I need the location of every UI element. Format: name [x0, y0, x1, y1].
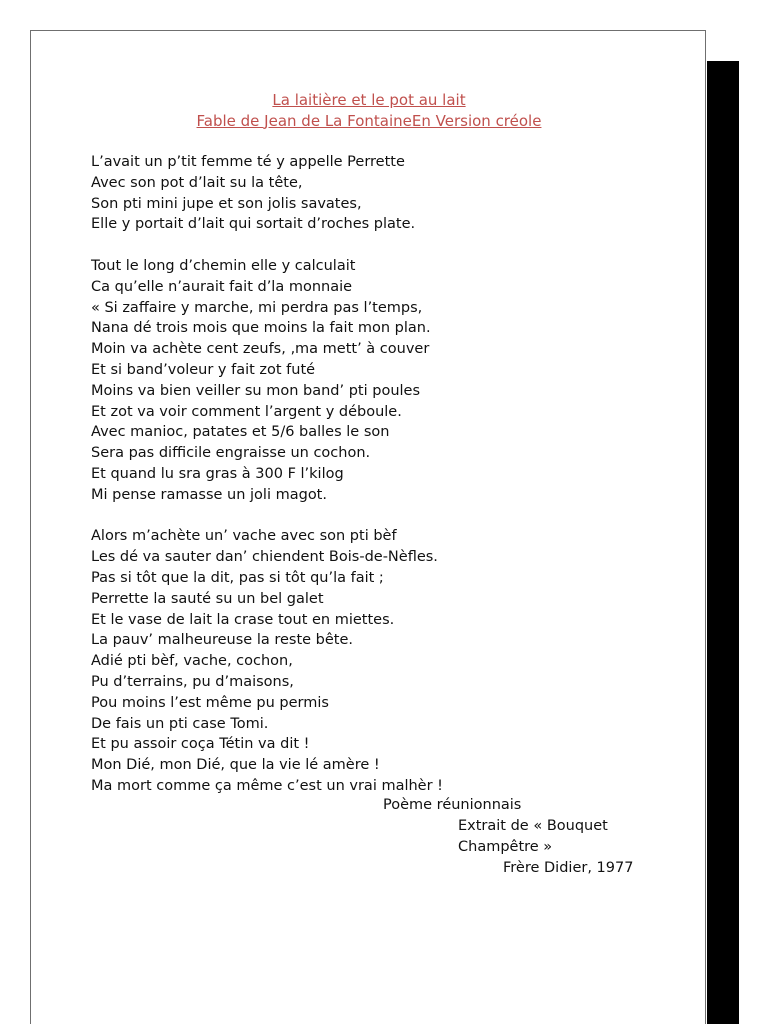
verse-line: Et si band’voleur y fait zot futé — [91, 361, 316, 378]
verse-line: Avec manioc, patates et 5/6 balles le son — [91, 424, 390, 441]
verse-line: Nana dé trois mois que moins la fait mon plan. — [91, 320, 431, 337]
verse-line: Pou moins l’est même pu permis — [91, 694, 329, 711]
verse-line: Et quand lu sra gras à 300 F l’kilog — [91, 465, 344, 482]
verse-line: De fais un pti case Tomi. — [91, 715, 269, 732]
verse-line: « Si zaffaire y marche, mi perdra pas l’temps, — [91, 299, 423, 316]
verse-line: Tout le long d’chemin elle y calculait — [91, 257, 356, 274]
verse-line: Son pti mini jupe et son jolis savates, — [91, 195, 362, 212]
verse-line: Ma mort comme ça même c’est un vrai malhèr ! — [91, 777, 443, 794]
verse-line: Et le vase de lait la crase tout en miettes. — [91, 611, 395, 628]
stanza-2 — [91, 256, 691, 506]
verse-line: Pas si tôt que la dit, pas si tôt qu’la fait ; — [91, 569, 384, 586]
verse-line: Sera pas difficile engraisse un cochon. — [91, 445, 371, 462]
verse-line: Et zot va voir comment l’argent y déboule. — [91, 403, 402, 420]
verse-line: Avec son pot d’lait su la tête, — [91, 174, 303, 191]
verse-line: Mi pense ramasse un joli magot. — [91, 486, 327, 503]
stanza-1 — [91, 152, 691, 235]
verse-line: Perrette la sauté su un bel galet — [91, 590, 324, 607]
verse-line: Les dé va sauter dan’ chiendent Bois-de-Nèfles. — [91, 549, 438, 566]
poem-body — [91, 152, 691, 797]
verse-line: Moin va achète cent zeufs, ‚ma mett’ à couver — [91, 341, 430, 358]
verse-line: Et pu assoir coça Tétin va dit ! — [91, 736, 310, 753]
poem-subtitle: Fable de Jean de La FontaineEn Version créole — [196, 111, 542, 130]
verse-line: L’avait un p’tit femme té y appelle Perrette — [91, 154, 405, 170]
document-page — [30, 30, 706, 1024]
source-book: Champêtre » — [458, 839, 553, 855]
verse-line: Adié pti bèf, vache, cochon, — [91, 653, 293, 670]
verse-line: Moins va bien veiller su mon band’ pti poules — [91, 382, 421, 399]
verse-line: Pu d’terrains, pu d’maisons, — [91, 673, 294, 690]
title-block — [31, 90, 707, 131]
verse-line: Ca qu’elle n’aurait fait d’la monnaie — [91, 278, 353, 295]
page-shadow — [707, 61, 739, 1024]
verse-line: La pauv’ malheureuse la reste bête. — [91, 632, 354, 649]
author-credit: Frère Didier, 1977 — [503, 860, 634, 876]
stanza-3 — [91, 526, 691, 796]
poem-origin: Poème réunionnais — [383, 797, 522, 813]
source-extract: Extrait de « Bouquet — [458, 818, 608, 834]
verse-line: Alors m’achète un’ vache avec son pti bèf — [91, 528, 397, 545]
poem-title: La laitière et le pot au lait — [272, 91, 466, 109]
verse-line: Mon Dié, mon Dié, que la vie lé amère ! — [91, 757, 380, 774]
verse-line: Elle y portait d’lait qui sortait d’roches plate. — [91, 216, 416, 233]
